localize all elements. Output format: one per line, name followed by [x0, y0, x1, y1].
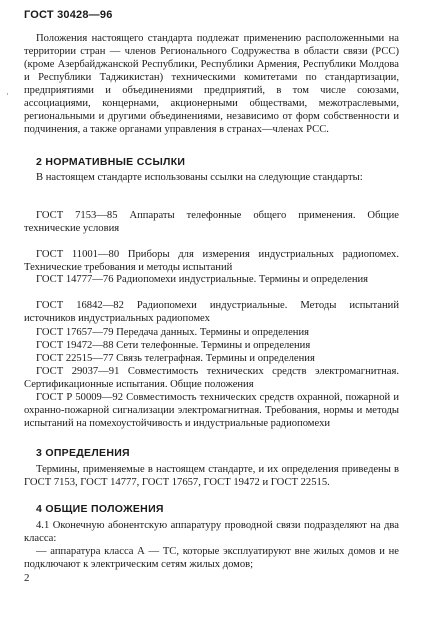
running-header: ГОСТ 30428—96: [24, 9, 113, 21]
reference-code: ГОСТ 22515—77: [36, 352, 114, 364]
reference-title: Аппараты телефонные общего применения. Общие технические условия: [24, 209, 400, 234]
section-3-text: Термины, применяемые в настоящем стандарте, и их определения приведены в ГОСТ 7153, ГОСТ 14777, ГОСТ 17657, ГОСТ 19472 и ГОСТ 22515.: [24, 464, 399, 488]
reference-item: [24, 299, 399, 325]
reference-title: Приборы для измерения индустриальных радиопомех. Технические требования и методы испытаний: [24, 248, 399, 273]
reference-item: [24, 339, 399, 352]
reference-title: Совместимость технических средств охранной, пожарной и охранно-пожарной сигнализации электромагнитная. Требования, нормы и методы испытаний на помехоустойчивость и индустриальные радиопомехи: [24, 391, 399, 429]
reference-code: ГОСТ 17657—79: [36, 326, 114, 338]
reference-title: Связь телеграфная. Термины и определения: [116, 352, 315, 364]
page-number: 2: [24, 572, 30, 584]
section-2-heading: 2 НОРМАТИВНЫЕ ССЫЛКИ: [36, 156, 186, 168]
reference-title: Радиопомехи индустриальные. Методы испытаний источников индустриальных радиопомех: [24, 299, 400, 324]
reference-item: [24, 326, 399, 339]
reference-code: ГОСТ 11001—80: [36, 248, 120, 260]
reference-code: ГОСТ 14777—76: [36, 273, 114, 285]
section-2-lead: В настоящем стандарте использованы ссылки на следующие стандарты:: [36, 172, 363, 183]
intro-paragraph: Положения настоящего стандарта подлежат применению расположенными на территории стран — членов Регионального Содружества в области связи (РСС) (кроме Азербайджанской Республики, Республики Армения, Республики Молдова и Республики Таджикистан) техническими комитетами по стандартизации, предприятиями и объединениями предприятий, в том числе союзами, ассоциациями, концернами, акционерными обществами, межотраслевыми, региональными и другими объединениями, независимо от форм собственности и подчинения, а также органами управления в странах—членах РСС.: [24, 33, 399, 135]
reference-item: [24, 391, 399, 430]
reference-title: Радиопомехи индустриальные. Термины и определения: [116, 273, 369, 285]
reference-code: ГОСТ 16842—82: [36, 299, 124, 311]
reference-item: [24, 352, 399, 365]
reference-title: Совместимость технических средств электромагнитная. Сертификационные испытания. Общие положения: [24, 365, 400, 390]
reference-item: [24, 273, 399, 286]
section-4-paragraph-class-a: — аппаратура класса А — ТС, которые эксплуатируют вне жилых домов и не подключают к электрическим сетям жилых домов;: [24, 546, 399, 570]
margin-mark: ·: [6, 89, 9, 99]
reference-code: ГОСТ Р 50009—92: [36, 391, 124, 403]
section-4-paragraph-4-1: 4.1 Оконечную абонентскую аппаратуру проводной связи подразделяют на два класса:: [24, 520, 399, 544]
reference-item: [24, 365, 399, 391]
reference-title: Сети телефонные. Термины и определения: [116, 339, 311, 351]
reference-code: ГОСТ 29037—91: [36, 365, 120, 377]
reference-item: [24, 248, 399, 274]
reference-code: ГОСТ 7153—85: [36, 209, 118, 221]
reference-item: [24, 209, 399, 235]
reference-title: Передача данных. Термины и определения: [116, 326, 310, 338]
section-4-heading: 4 ОБЩИЕ ПОЛОЖЕНИЯ: [36, 503, 164, 515]
section-3-heading: 3 ОПРЕДЕЛЕНИЯ: [36, 447, 130, 459]
reference-code: ГОСТ 19472—88: [36, 339, 114, 351]
